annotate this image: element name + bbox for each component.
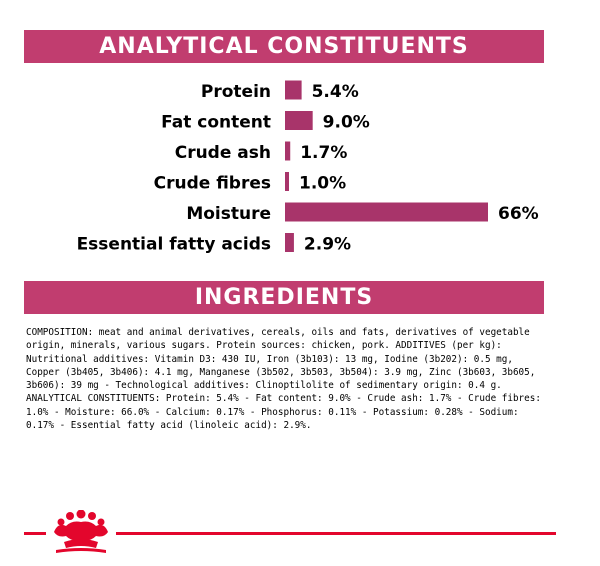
- category-label: Crude fibres: [153, 173, 271, 194]
- category-label: Crude ash: [174, 143, 271, 163]
- category-label: Essential fatty acids: [76, 234, 271, 255]
- crown-logo-icon: [48, 510, 114, 554]
- value-label: 9.0%: [322, 112, 370, 133]
- bar: [285, 203, 488, 222]
- analytical-constituents-chart: [0, 70, 600, 270]
- category-label: Fat content: [161, 112, 271, 133]
- bar: [285, 233, 294, 252]
- footer-rule-left: [24, 532, 46, 535]
- footer-rule-right: [116, 532, 556, 535]
- ingredients-header: INGREDIENTS: [24, 281, 544, 314]
- value-label: 2.9%: [303, 234, 352, 255]
- bar: [285, 81, 302, 100]
- value-label: 1.0%: [299, 173, 347, 194]
- composition-text: COMPOSITION: meat and animal derivatives, cereals, oils and fats, derivatives of vegetable origin, minerals, various sugars. Protein sources: chicken, pork. ADDITIVES (per kg): Nutritional additives: Vitamin D3: 430 IU, Iron (3b103): 13 mg, Iodine (3b202): 0.5 mg, Copper (3b405, 3b406): 4.1 mg, Manganese (3b502, 3b503, 3b504): 3.9 mg, Zinc (3b603, 3b605, 3b606): 39 mg - Technological additives: Clinoptilolite of sedimentary origin: 0.4 g. ANALYTICAL CONSTITUENTS: Protein: 5.4% - Fat content: 9.0% - Crude ash: 1.7% - Crude fibres: 1.0% - Moisture: 66.0% - Calcium: 0.17% - Phosphorus: 0.11% - Potassium: 0.28% - Sodium: 0.17% - Essential fatty acid (linoleic acid): 2.9%.: [26, 327, 541, 432]
- bar: [285, 142, 290, 161]
- category-label: Moisture: [186, 204, 271, 224]
- value-label: 5.4%: [311, 82, 359, 102]
- category-label: Protein: [200, 82, 271, 102]
- footer: [0, 508, 600, 554]
- analytical-constituents-header: ANALYTICAL CONSTITUENTS: [24, 30, 544, 63]
- value-label: 66%: [498, 204, 539, 224]
- value-label: 1.7%: [300, 143, 348, 163]
- bar: [285, 172, 289, 191]
- bar: [285, 111, 313, 130]
